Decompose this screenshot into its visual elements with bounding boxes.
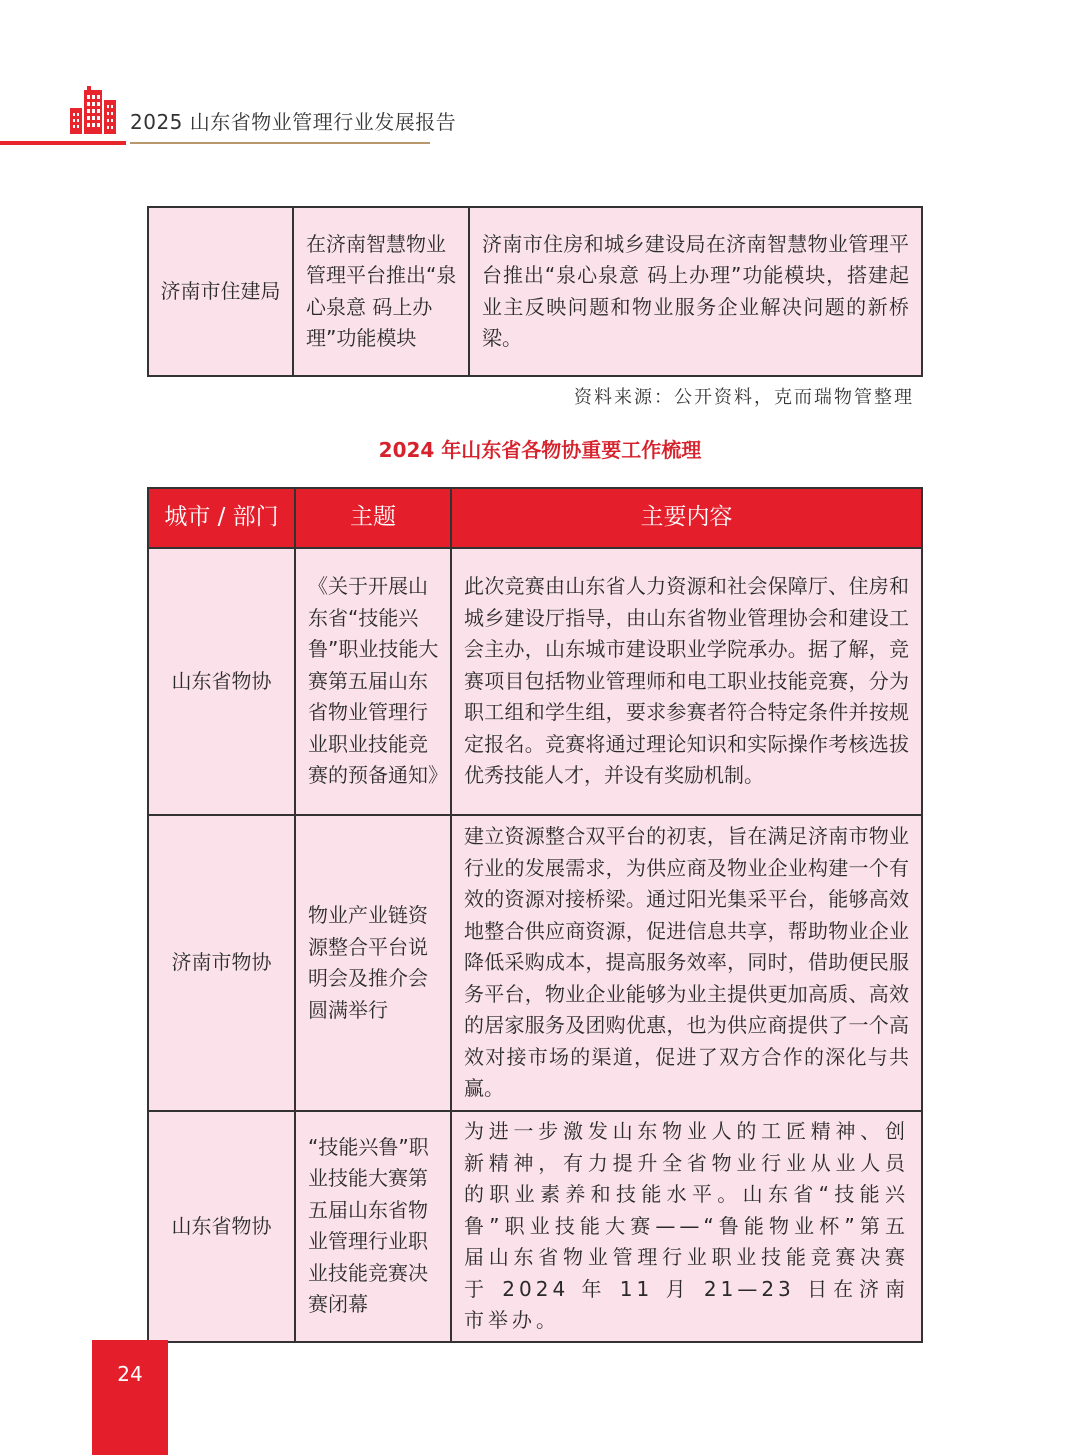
report-title: 2025 山东省物业管理行业发展报告 xyxy=(130,110,457,134)
topic-cell: 物业产业链资源整合平台说明会及推介会圆满举行 xyxy=(295,815,451,1111)
table-row xyxy=(148,1111,922,1342)
table-row xyxy=(148,207,922,376)
header-rule-red xyxy=(0,141,126,145)
page-number: 24 xyxy=(117,1362,143,1386)
content-cell: 为进一步激发山东物业人的工匠精神、创新精神，有力提升全省物业行业从业人员的职业素养和技能水平。山东省“技能兴鲁”职业技能大赛——“鲁能物业杯”第五届山东省物业管理行业职业技能竞赛决赛于 2024 年 11 月 21—23 日在济南市举办。 xyxy=(451,1111,922,1342)
header-rule-gold xyxy=(130,142,430,144)
content-cell: 济南市住房和城乡建设局在济南智慧物业管理平台推出“泉心泉意 码上办理”功能模块，搭建起业主反映问题和物业服务企业解决问题的新桥梁。 xyxy=(469,207,922,376)
city-cell: 山东省物协 xyxy=(148,1111,295,1342)
header-topic: 主题 xyxy=(295,488,451,548)
association-work-table xyxy=(147,487,923,1343)
city-cell: 山东省物协 xyxy=(148,548,295,815)
city-cell: 济南市物协 xyxy=(148,815,295,1111)
table-caption: 2024 年山东省各物协重要工作梳理 xyxy=(378,438,702,462)
header-content: 主要内容 xyxy=(451,488,922,548)
content-cell: 此次竞赛由山东省人力资源和社会保障厅、住房和城乡建设厅指导，由山东省物业管理协会和建设工会主办，山东城市建设职业学院承办。据了解，竞赛项目包括物业管理师和电工职业技能竞赛，分为职工组和学生组，要求参赛者符合特定条件并按规定报名。竞赛将通过理论知识和实际操作考核选拔优秀技能人才，并设有奖励机制。 xyxy=(451,548,922,815)
building-logo-icon xyxy=(66,86,120,136)
table-row xyxy=(148,548,922,815)
source-note: 资料来源：公开资料，克而瑞物管整理 xyxy=(574,387,914,408)
continued-table xyxy=(147,206,923,377)
header-city: 城市 / 部门 xyxy=(148,488,295,548)
page-number-box xyxy=(92,1340,168,1455)
table-header-row xyxy=(148,488,922,548)
city-cell: 济南市住建局 xyxy=(148,207,293,376)
topic-cell: 《关于开展山东省“技能兴鲁”职业技能大赛第五届山东省物业管理行业职业技能竞赛的预备通知》 xyxy=(295,548,451,815)
topic-cell: 在济南智慧物业管理平台推出“泉心泉意 码上办理”功能模块 xyxy=(293,207,469,376)
topic-cell: “技能兴鲁”职业技能大赛第五届山东省物业管理行业职业技能竞赛决赛闭幕 xyxy=(295,1111,451,1342)
content-cell: 建立资源整合双平台的初衷，旨在满足济南市物业行业的发展需求，为供应商及物业企业构建一个有效的资源对接桥梁。通过阳光集采平台，能够高效地整合供应商资源，促进信息共享，帮助物业企业降低采购成本，提高服务效率，同时，借助便民服务平台，物业企业能够为业主提供更加高质、高效的居家服务及团购优惠，也为供应商提供了一个高效对接市场的渠道，促进了双方合作的深化与共赢。 xyxy=(451,815,922,1111)
table-row xyxy=(148,815,922,1111)
